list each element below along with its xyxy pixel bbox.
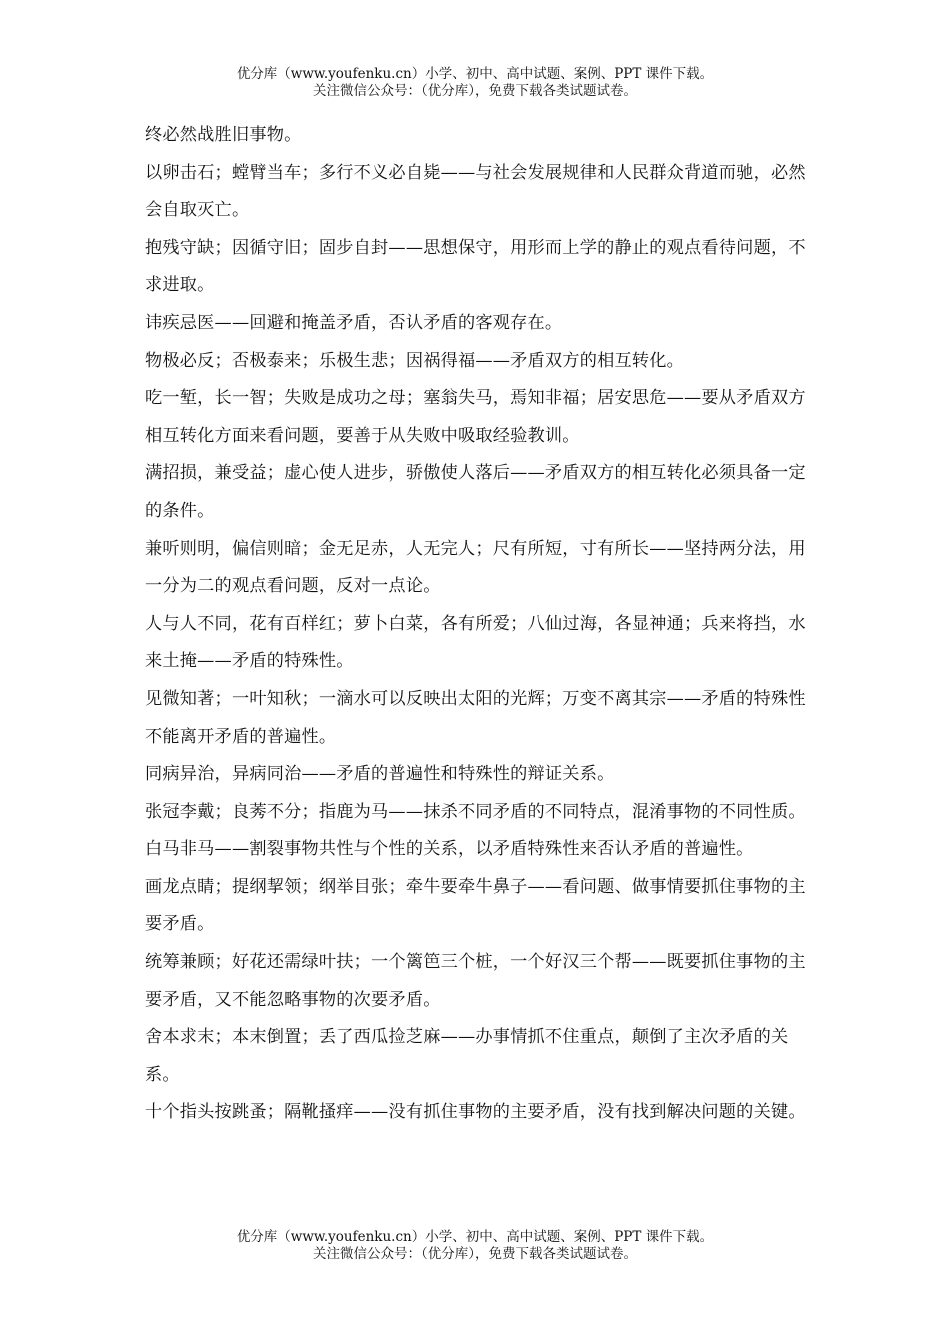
paragraph: 画龙点睛；提纲挈领；纲举目张；牵牛要牵牛鼻子——看问题、做事情要抓住事物的主要矛盾。 xyxy=(145,876,806,935)
paragraph: 讳疾忌医——回避和掩盖矛盾，否认矛盾的客观存在。 xyxy=(145,312,563,333)
paragraph: 抱残守缺；因循守旧；固步自封——思想保守，用形而上学的静止的观点看待问题，不求进取。 xyxy=(145,237,806,296)
paragraph: 吃一堑，长一智；失败是成功之母；塞翁失马，焉知非福；居安思危——要从矛盾双方相互转化方面来看问题，要善于从失败中吸取经验教训。 xyxy=(145,388,806,446)
paragraph: 同病异治，异病同治——矛盾的普遍性和特殊性的辩证关系。 xyxy=(145,764,615,785)
paragraph: 见微知著；一叶知秋；一滴水可以反映出太阳的光辉；万变不离其宗——矛盾的特殊性不能离开矛盾的普遍性。 xyxy=(145,688,806,747)
paragraph: 白马非马——割裂事物共性与个性的关系，以矛盾特殊性来否认矛盾的普遍性。 xyxy=(145,839,754,860)
paragraph: 舍本求末；本末倒置；丢了西瓜捡芝麻——办事情抓不住重点，颠倒了主次矛盾的关系。 xyxy=(145,1027,789,1085)
footer-line-1: 优分库（www.youfenku.cn）小学、初中、高中试题、案例、PPT 课件下载。 xyxy=(236,1229,714,1245)
paragraph: 统筹兼顾；好花还需绿叶扶；一个篱笆三个桩，一个好汉三个帮——既要抓住事物的主要矛盾，又不能忽略事物的次要矛盾。 xyxy=(145,952,806,1010)
document-body xyxy=(145,117,810,1132)
page-footer xyxy=(0,1229,950,1263)
paragraph: 人与人不同，花有百样红；萝卜白菜，各有所爱；八仙过海，各显神通；兵来将挡，水来土掩——矛盾的特殊性。 xyxy=(145,613,806,672)
footer-line-2: 关注微信公众号：（优分库），免费下载各类试题试卷。 xyxy=(313,1246,637,1262)
page-header xyxy=(0,66,950,100)
paragraph: 张冠李戴；良莠不分；指鹿为马——抹杀不同矛盾的不同特点，混淆事物的不同性质。 xyxy=(145,801,806,822)
paragraph: 兼听则明，偏信则暗；金无足赤，人无完人；尺有所短，寸有所长——坚持两分法，用一分为二的观点看问题，反对一点论。 xyxy=(145,538,806,597)
paragraph: 满招损，兼受益；虚心使人进步，骄傲使人落后——矛盾双方的相互转化必须具备一定的条件。 xyxy=(145,463,806,521)
paragraph: 十个指头按跳蚤；隔靴搔痒——没有抓住事物的主要矛盾，没有找到解决问题的关键。 xyxy=(145,1102,806,1123)
paragraph: 以卵击石；螳臂当车；多行不义必自毙——与社会发展规律和人民群众背道而驰，必然会自取灭亡。 xyxy=(145,162,806,221)
header-line-1: 优分库（www.youfenku.cn）小学、初中、高中试题、案例、PPT 课件下载。 xyxy=(236,66,714,82)
paragraph: 终必然战胜旧事物。 xyxy=(145,125,302,145)
header-line-2: 关注微信公众号：（优分库），免费下载各类试题试卷。 xyxy=(313,83,637,99)
paragraph: 物极必反；否极泰来；乐极生悲；因祸得福——矛盾双方的相互转化。 xyxy=(145,350,685,371)
